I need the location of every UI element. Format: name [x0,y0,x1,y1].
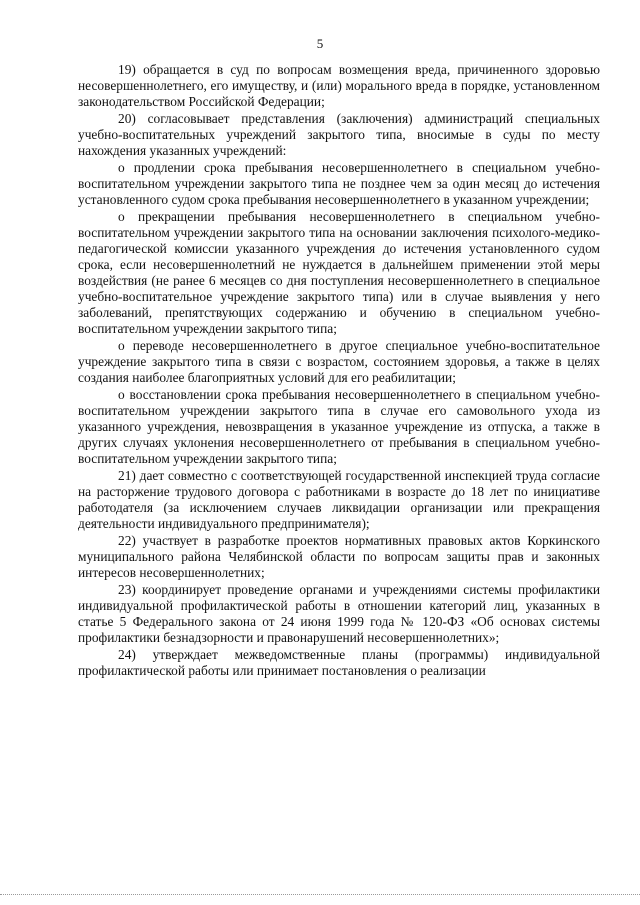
page-bottom-edge [0,894,640,895]
page-number: 5 [316,36,324,51]
paragraph-item-24: 24) утверждает межведомственные планы (программы) индивидуальной профилактической работы или принимает постановления о реализации [78,647,600,678]
paragraph-item-23: 23) координирует проведение органами и учреждениями системы профилактики индивидуальной профилактической работы в отношении категорий лиц, указанных в статье 5 Федерального закона от 24 июня 1999 года № 120-ФЗ «Об основах системы профилактики безнадзорности и правонарушений несовершеннолетних»; [78,582,600,645]
paragraph-item-19: 19) обращается в суд по вопросам возмещения вреда, причиненного здоровью несовершеннолетнего, его имуществу, и (или) морального вреда в порядке, установленном законодательством Российской Федерации; [78,62,600,109]
document-body [78,62,600,680]
paragraph-subitem-termination: о прекращении пребывания несовершеннолетнего в специальном учебно-воспитательном учреждении закрытого типа на основании заключения психолого-медико-педагогической комиссии указанного учреждения до истечения установленного судом срока, если несовершеннолетний не нуждается в дальнейшем применении этой меры воздействия (не ранее 6 месяцев со дня поступления несовершеннолетнего в специальное учебно-воспитательное учреждение закрытого типа) или в случае выявления у него заболеваний, препятствующих содержанию и обучению в специальном учебно-воспитательном учреждении закрытого типа; [78,209,600,336]
paragraph-subitem-transfer: о переводе несовершеннолетнего в другое специальное учебно-воспитательное учреждение закрытого типа в связи с возрастом, состоянием здоровья, а также в целях создания наиболее благоприятных условий для его реабилитации; [78,338,600,385]
paragraph-item-21: 21) дает совместно с соответствующей государственной инспекцией труда согласие на расторжение трудового договора с работниками в возрасте до 18 лет по инициативе работодателя (за исключением случаев ликвидации организации или прекращения деятельности индивидуального предпринимателя); [78,468,600,531]
paragraph-subitem-restoration: о восстановлении срока пребывания несовершеннолетнего в специальном учебно-воспитательном учреждении закрытого типа в случае его самовольного ухода из указанного учреждения, невозвращения в указанное учреждение из отпуска, а также в других случаях уклонения несовершеннолетнего от пребывания в специальном учебно-воспитательном учреждении закрытого типа; [78,387,600,466]
paragraph-item-20: 20) согласовывает представления (заключения) администраций специальных учебно-воспитательных учреждений закрытого типа, вносимые в суды по месту нахождения указанных учреждений: [78,111,600,158]
paragraph-item-22: 22) участвует в разработке проектов нормативных правовых актов Коркинского муниципального района Челябинской области по вопросам защиты прав и законных интересов несовершеннолетних; [78,533,600,580]
paragraph-subitem-extension: о продлении срока пребывания несовершеннолетнего в специальном учебно-воспитательном учреждении закрытого типа не позднее чем за один месяц до истечения установленного судом срока пребывания несовершеннолетнего в указанном учреждении; [78,160,600,207]
